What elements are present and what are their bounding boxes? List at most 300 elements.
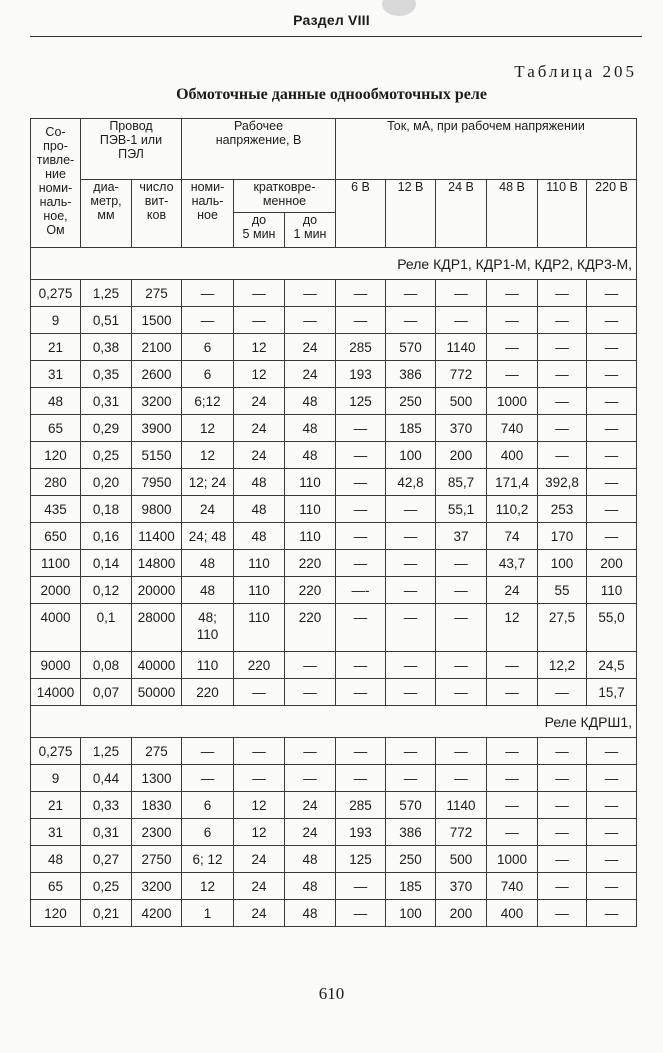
table-cell: 48: [182, 577, 234, 604]
page-number: 610: [318, 984, 345, 1003]
table-cell: 100: [386, 442, 436, 469]
table-cell: 740: [487, 873, 538, 900]
table-cell: —: [487, 361, 538, 388]
table-cell: 0,27: [81, 846, 132, 873]
table-cell: —: [336, 550, 386, 577]
table-cell: 275: [132, 738, 182, 765]
table-row: [31, 496, 637, 523]
table-cell: 24,5: [587, 652, 637, 679]
table-cell: 24: [234, 846, 285, 873]
table-cell: —: [538, 361, 587, 388]
table-cell: —: [538, 334, 587, 361]
table-cell: 1,25: [81, 280, 132, 307]
table-cell: —: [436, 550, 487, 577]
table-cell: 3200: [132, 388, 182, 415]
table-cell: —: [182, 307, 234, 334]
table-cell: 0,12: [81, 577, 132, 604]
header-wire: Провод ПЭВ-1 или ПЭЛ: [81, 119, 182, 180]
winding-data-table: [30, 118, 637, 927]
table-cell: 12: [487, 604, 538, 652]
table-cell: 24: [285, 819, 336, 846]
table-cell: 55,1: [436, 496, 487, 523]
table-cell: 1140: [436, 334, 487, 361]
table-cell: 570: [386, 334, 436, 361]
table-cell: 740: [487, 415, 538, 442]
group-header-row: [31, 706, 637, 738]
table-cell: —: [336, 469, 386, 496]
table-cell: 110: [234, 550, 285, 577]
table-cell: —: [587, 523, 637, 550]
table-cell: 220: [182, 679, 234, 706]
table-cell: —: [336, 496, 386, 523]
group-label: Реле КДР1, КДР1-М, КДР2, КДР3-М,: [31, 248, 637, 280]
table-cell: 28000: [132, 604, 182, 652]
table-cell: 110: [285, 469, 336, 496]
table-cell: 12: [182, 873, 234, 900]
table-cell: 65: [31, 873, 81, 900]
table-cell: 400: [487, 442, 538, 469]
table-cell: 772: [436, 361, 487, 388]
table-cell: 1140: [436, 792, 487, 819]
table-cell: —: [587, 415, 637, 442]
table-cell: 6: [182, 361, 234, 388]
table-cell: 9: [31, 765, 81, 792]
table-cell: —: [386, 307, 436, 334]
table-cell: 48: [234, 496, 285, 523]
table-cell: —: [538, 765, 587, 792]
table-cell: —: [587, 765, 637, 792]
table-cell: 9000: [31, 652, 81, 679]
table-cell: 31: [31, 819, 81, 846]
table-cell: 6; 12: [182, 846, 234, 873]
table-cell: 48: [234, 523, 285, 550]
table-cell: 193: [336, 361, 386, 388]
table-row: [31, 388, 637, 415]
table-cell: —: [386, 738, 436, 765]
table-cell: 48: [285, 415, 336, 442]
table-cell: 4000: [31, 604, 81, 652]
table-row: [31, 361, 637, 388]
table-cell: 200: [436, 900, 487, 927]
table-cell: 40000: [132, 652, 182, 679]
header-voltage-5min: до 5 мин: [234, 213, 285, 248]
table-cell: 24: [285, 361, 336, 388]
table-cell: —: [436, 604, 487, 652]
table-cell: 48: [31, 846, 81, 873]
table-cell: 0,21: [81, 900, 132, 927]
table-cell: —: [285, 738, 336, 765]
table-cell: 285: [336, 334, 386, 361]
group-header-row: [31, 248, 637, 280]
header-current-110v: 110 В: [538, 180, 587, 248]
table-cell: 220: [285, 550, 336, 577]
table-cell: 0,38: [81, 334, 132, 361]
table-cell: 0,31: [81, 388, 132, 415]
header-wire-diameter: диа- метр, мм: [81, 180, 132, 248]
table-cell: 0,31: [81, 819, 132, 846]
table-cell: 220: [234, 652, 285, 679]
table-cell: —: [538, 415, 587, 442]
table-cell: —: [538, 900, 587, 927]
table-cell: 370: [436, 415, 487, 442]
table-cell: —: [285, 280, 336, 307]
table-cell: 6;12: [182, 388, 234, 415]
table-cell: —: [436, 652, 487, 679]
table-cell: —: [336, 307, 386, 334]
table-cell: 250: [386, 846, 436, 873]
table-body: [31, 248, 637, 927]
table-cell: 1300: [132, 765, 182, 792]
table-cell: 772: [436, 819, 487, 846]
table-cell: 24: [182, 496, 234, 523]
table-cell: 55: [538, 577, 587, 604]
header-rule: [30, 36, 642, 37]
table-cell: —: [285, 652, 336, 679]
table-row: [31, 523, 637, 550]
table-cell: 48: [285, 900, 336, 927]
table-cell: 11400: [132, 523, 182, 550]
table-cell: —-: [336, 577, 386, 604]
table-cell: 2600: [132, 361, 182, 388]
table-cell: 2100: [132, 334, 182, 361]
table-cell: 9: [31, 307, 81, 334]
table-cell: —: [386, 765, 436, 792]
table-cell: —: [336, 873, 386, 900]
table-cell: —: [436, 307, 487, 334]
table-cell: 170: [538, 523, 587, 550]
table-cell: 110,2: [487, 496, 538, 523]
table-cell: 392,8: [538, 469, 587, 496]
table-cell: 2000: [31, 577, 81, 604]
table-cell: —: [587, 442, 637, 469]
table-cell: 21: [31, 792, 81, 819]
table-row: [31, 550, 637, 577]
table-cell: 85,7: [436, 469, 487, 496]
header-voltage-short: кратковре- менное: [234, 180, 336, 213]
table-cell: 21: [31, 334, 81, 361]
table-cell: —: [587, 361, 637, 388]
table-cell: —: [587, 280, 637, 307]
table-cell: —: [487, 307, 538, 334]
table-cell: 650: [31, 523, 81, 550]
table-cell: 55,0: [587, 604, 637, 652]
table-cell: 24: [234, 415, 285, 442]
table-cell: —: [436, 577, 487, 604]
table-cell: 2300: [132, 819, 182, 846]
table-cell: —: [538, 846, 587, 873]
table-cell: —: [234, 765, 285, 792]
table-cell: —: [587, 819, 637, 846]
table-cell: —: [538, 792, 587, 819]
table-row: [31, 900, 637, 927]
table-cell: 1500: [132, 307, 182, 334]
table-cell: 27,5: [538, 604, 587, 652]
table-cell: —: [538, 442, 587, 469]
table-cell: 48: [285, 846, 336, 873]
table-cell: —: [336, 900, 386, 927]
table-cell: —: [386, 652, 436, 679]
table-cell: 14800: [132, 550, 182, 577]
table-cell: 500: [436, 388, 487, 415]
table-cell: —: [538, 819, 587, 846]
table-cell: —: [336, 765, 386, 792]
table-cell: 0,51: [81, 307, 132, 334]
table-cell: 24: [487, 577, 538, 604]
table-cell: —: [487, 652, 538, 679]
table-cell: 24: [234, 900, 285, 927]
table-cell: 20000: [132, 577, 182, 604]
table-cell: 275: [132, 280, 182, 307]
table-cell: 500: [436, 846, 487, 873]
table-cell: 12,2: [538, 652, 587, 679]
table-cell: —: [285, 679, 336, 706]
table-cell: 2750: [132, 846, 182, 873]
table-cell: —: [487, 738, 538, 765]
table-cell: 48; 110: [182, 604, 234, 652]
table-cell: —: [336, 442, 386, 469]
table-cell: 200: [587, 550, 637, 577]
table-cell: 12: [234, 334, 285, 361]
table-cell: —: [487, 280, 538, 307]
table-row: [31, 577, 637, 604]
table-cell: 37: [436, 523, 487, 550]
table-cell: —: [386, 523, 436, 550]
header-resistance: Со- про- тивле- ние номи- наль- ное, Ом: [31, 119, 81, 248]
table-cell: —: [234, 280, 285, 307]
table-cell: 48: [31, 388, 81, 415]
table-row: [31, 873, 637, 900]
table-cell: 253: [538, 496, 587, 523]
table-cell: —: [538, 679, 587, 706]
table-cell: 3200: [132, 873, 182, 900]
table-cell: 24: [234, 442, 285, 469]
table-row: [31, 846, 637, 873]
table-cell: 110: [182, 652, 234, 679]
table-cell: 386: [386, 361, 436, 388]
table-cell: 6: [182, 334, 234, 361]
table-cell: 280: [31, 469, 81, 496]
table-cell: 74: [487, 523, 538, 550]
table-cell: 12; 24: [182, 469, 234, 496]
table-cell: 0,25: [81, 442, 132, 469]
table-cell: 0,16: [81, 523, 132, 550]
table-cell: 12: [234, 792, 285, 819]
table-cell: 125: [336, 846, 386, 873]
table-cell: 0,18: [81, 496, 132, 523]
table-cell: 110: [285, 523, 336, 550]
table-cell: —: [538, 873, 587, 900]
table-cell: 435: [31, 496, 81, 523]
table-cell: 14000: [31, 679, 81, 706]
table-cell: 0,25: [81, 873, 132, 900]
table-cell: 1000: [487, 846, 538, 873]
table-cell: —: [336, 652, 386, 679]
table-cell: 0,35: [81, 361, 132, 388]
table-cell: 220: [285, 604, 336, 652]
table-cell: —: [234, 738, 285, 765]
table-row: [31, 307, 637, 334]
table-cell: 0,20: [81, 469, 132, 496]
table-cell: —: [386, 577, 436, 604]
table-cell: 0,29: [81, 415, 132, 442]
table-cell: —: [587, 846, 637, 873]
table-cell: 110: [587, 577, 637, 604]
table-cell: —: [487, 819, 538, 846]
table-cell: —: [487, 679, 538, 706]
table-cell: 0,44: [81, 765, 132, 792]
table-cell: 185: [386, 415, 436, 442]
table-row: [31, 442, 637, 469]
table-cell: 100: [538, 550, 587, 577]
table-cell: —: [182, 738, 234, 765]
table-cell: 110: [285, 496, 336, 523]
table-cell: 1000: [487, 388, 538, 415]
table-cell: —: [538, 388, 587, 415]
table-cell: —: [587, 738, 637, 765]
group-label: Реле КДРШ1,: [31, 706, 637, 738]
table-cell: —: [336, 523, 386, 550]
header-wire-turns: число вит- ков: [132, 180, 182, 248]
table-row: [31, 415, 637, 442]
table-number: Таблица 205: [514, 62, 637, 81]
table-cell: —: [587, 792, 637, 819]
table-cell: 0,07: [81, 679, 132, 706]
table-cell: 110: [234, 604, 285, 652]
table-cell: 48: [285, 442, 336, 469]
header-current-48v: 48 В: [487, 180, 538, 248]
table-cell: —: [587, 469, 637, 496]
table-cell: 0,275: [31, 280, 81, 307]
table-cell: 171,4: [487, 469, 538, 496]
table-cell: —: [587, 873, 637, 900]
table-cell: 65: [31, 415, 81, 442]
table-cell: 200: [436, 442, 487, 469]
table-cell: 24; 48: [182, 523, 234, 550]
table-cell: 31: [31, 361, 81, 388]
table-cell: 3900: [132, 415, 182, 442]
table-title: Обмоточные данные однообмоточных реле: [176, 86, 487, 103]
table-cell: —: [436, 738, 487, 765]
table-cell: 48: [285, 388, 336, 415]
table-cell: —: [487, 792, 538, 819]
table-cell: —: [386, 496, 436, 523]
table-row: [31, 792, 637, 819]
table-cell: —: [487, 334, 538, 361]
table-cell: —: [182, 765, 234, 792]
table-cell: 220: [285, 577, 336, 604]
table-row: [31, 652, 637, 679]
header-voltage-1min: до 1 мин: [285, 213, 336, 248]
table-cell: 110: [234, 577, 285, 604]
table-cell: —: [285, 307, 336, 334]
table-cell: 193: [336, 819, 386, 846]
table-cell: —: [386, 280, 436, 307]
table-cell: 250: [386, 388, 436, 415]
table-cell: —: [386, 550, 436, 577]
table-row: [31, 469, 637, 496]
table-cell: 0,14: [81, 550, 132, 577]
table-cell: —: [538, 307, 587, 334]
table-cell: 42,8: [386, 469, 436, 496]
table-row: [31, 334, 637, 361]
table-cell: 50000: [132, 679, 182, 706]
table-cell: —: [336, 679, 386, 706]
table-cell: 12: [182, 415, 234, 442]
table-cell: 15,7: [587, 679, 637, 706]
table-cell: 7950: [132, 469, 182, 496]
table-cell: 1: [182, 900, 234, 927]
table-cell: 4200: [132, 900, 182, 927]
table-cell: —: [587, 900, 637, 927]
table-cell: 48: [285, 873, 336, 900]
table-cell: —: [182, 280, 234, 307]
table-cell: —: [587, 496, 637, 523]
table-cell: 185: [386, 873, 436, 900]
table-cell: 1,25: [81, 738, 132, 765]
table-cell: 12: [182, 442, 234, 469]
table-row: [31, 819, 637, 846]
table-cell: 48: [234, 469, 285, 496]
table-cell: 0,08: [81, 652, 132, 679]
table-cell: 386: [386, 819, 436, 846]
table-cell: —: [436, 280, 487, 307]
table-cell: 100: [386, 900, 436, 927]
header-current-220v: 220 В: [587, 180, 637, 248]
table-cell: 1830: [132, 792, 182, 819]
table-cell: —: [336, 280, 386, 307]
header-voltage: Рабочее напряжение, В: [182, 119, 336, 180]
table-cell: 0,1: [81, 604, 132, 652]
table-cell: —: [587, 334, 637, 361]
table-cell: —: [487, 765, 538, 792]
header-voltage-nominal: номи- наль- ное: [182, 180, 234, 248]
header-current-6v: 6 В: [336, 180, 386, 248]
table-cell: 0,33: [81, 792, 132, 819]
table-cell: —: [587, 307, 637, 334]
table-cell: 6: [182, 792, 234, 819]
table-cell: 285: [336, 792, 386, 819]
table-cell: 570: [386, 792, 436, 819]
table-row: [31, 280, 637, 307]
table-cell: —: [336, 604, 386, 652]
table-cell: —: [285, 765, 336, 792]
table-cell: 400: [487, 900, 538, 927]
table-cell: 12: [234, 819, 285, 846]
table-cell: 24: [234, 388, 285, 415]
table-cell: 0,275: [31, 738, 81, 765]
table-cell: 43,7: [487, 550, 538, 577]
table-cell: 24: [285, 792, 336, 819]
table-cell: —: [336, 415, 386, 442]
table-cell: —: [386, 604, 436, 652]
table-row: [31, 679, 637, 706]
table-cell: —: [234, 307, 285, 334]
header-current-12v: 12 В: [386, 180, 436, 248]
table-cell: —: [538, 738, 587, 765]
table-cell: 12: [234, 361, 285, 388]
table-row: [31, 604, 637, 652]
table-cell: —: [234, 679, 285, 706]
table-cell: —: [538, 280, 587, 307]
header-current: Ток, мА, при рабочем напряжении: [336, 119, 637, 180]
table-row: [31, 738, 637, 765]
table-cell: —: [436, 679, 487, 706]
table-cell: —: [336, 738, 386, 765]
table-cell: —: [386, 679, 436, 706]
table-cell: —: [587, 388, 637, 415]
table-cell: 6: [182, 819, 234, 846]
table-cell: 48: [182, 550, 234, 577]
